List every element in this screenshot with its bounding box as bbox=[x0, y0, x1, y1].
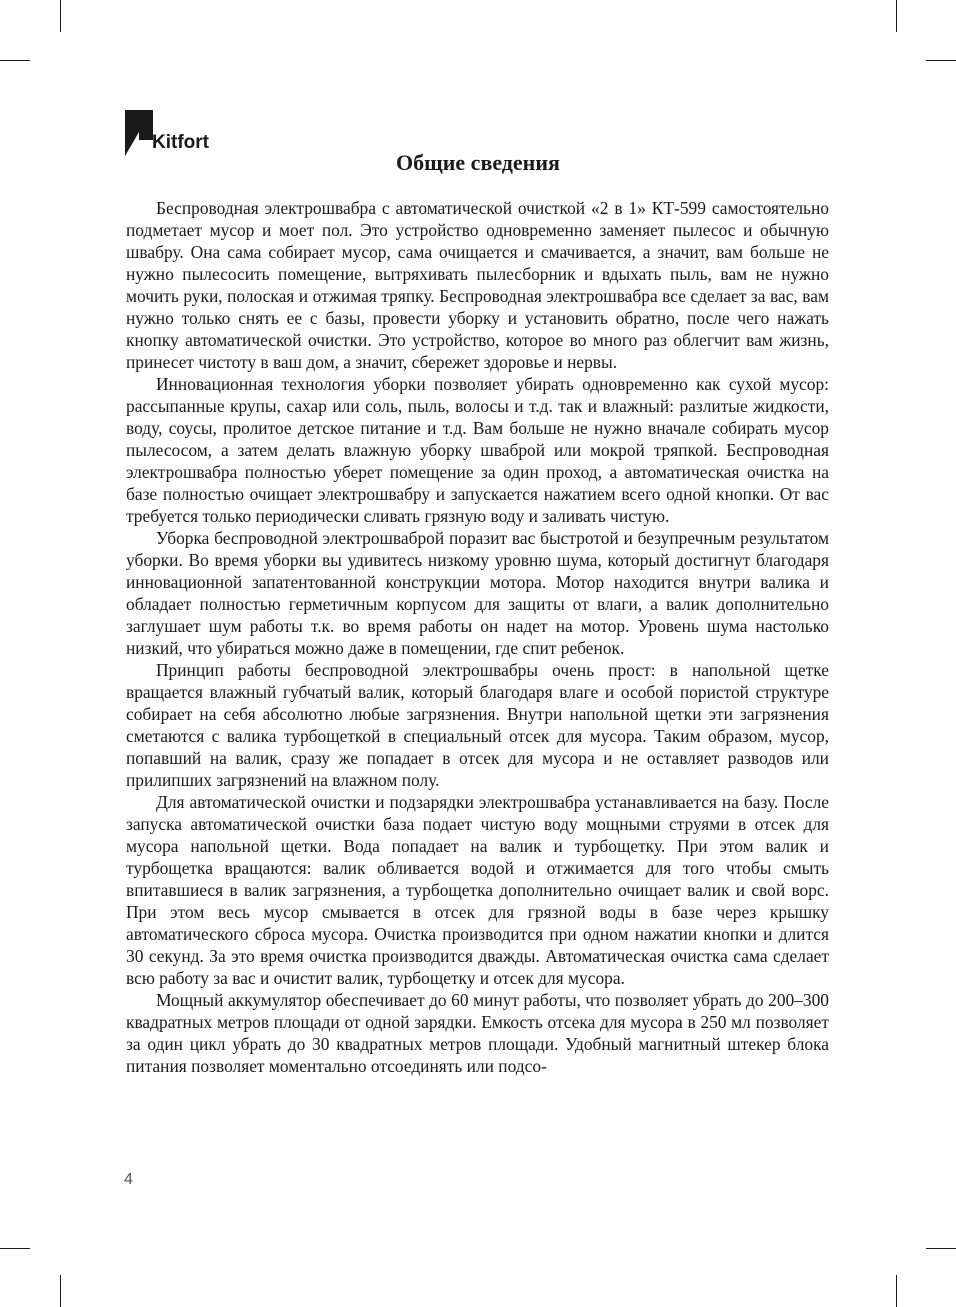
paragraph-2: Инновационная технология уборки позволяет убирать одновременно как сухой мусор: рассыпанные крупы, сахар или соль, пыль, волосы и т.д. так и влажный: разлитые жидкости, воду, соусы, пролитое детское питание и т.д. Вам больше не нужно вначале собирать мусор пылесосом, а затем делать влажную уборку шваброй или мокрой тряпкой. Беспроводная электрошвабра полностью уберет помещение за один проход, а автоматическая очистка на базе полностью очищает электрошвабру и запускается нажатием всего одной кнопки. От вас требуется только периодически сливать грязную воду и заливать чистую. bbox=[126, 374, 829, 526]
paragraph-3: Уборка беспроводной электрошваброй поразит вас быстротой и безупречным результатом уборки. Во время уборки вы удивитесь низкому уровню шума, который достигнут благодаря инновационной запатентованной конструкции мотора. Мотор находится внутри валика и обладает полностью герметичным корпусом для защиты от влаги, а валик дополнительно заглушает шум работы т.к. во время работы он надет на мотор. Уровень шума настолько низкий, что убираться можно даже в помещении, где спит ребенок. bbox=[126, 528, 829, 658]
crop-mark-top-left-vertical bbox=[60, 0, 61, 32]
crop-mark-bottom-left-horizontal bbox=[0, 1248, 30, 1249]
crop-mark-bottom-left-vertical bbox=[60, 1275, 61, 1307]
paragraph-6: Мощный аккумулятор обеспечивает до 60 минут работы, что позволяет убрать до 200–300 квадратных метров площади от одной зарядки. Емкость отсека для мусора в 250 мл позволяет за один цикл убрать до 30 квадратных метров площади. Удобный магнитный штекер блока питания позволяет моментально отсоединять или подсо- bbox=[126, 990, 829, 1076]
page-number: 4 bbox=[124, 1171, 133, 1188]
crop-mark-bottom-right-vertical bbox=[896, 1275, 897, 1307]
crop-mark-top-right-horizontal bbox=[926, 60, 956, 61]
paragraph-1: Беспроводная электрошвабра с автоматической очисткой «2 в 1» КТ-599 самостоятельно подметает мусор и моет пол. Это устройство одновременно заменяет пылесос и обычную швабру. Она сама собирает мусор, сама очищается и смачивается, а значит, вам больше не нужно пылесосить помещение, вытряхивать пылесборник и вдыхать пыль, вам не нужно мочить руки, полоская и отжимая тряпку. Беспроводная электрошвабра все сделает за вас, вам нужно только снять ее с базы, провести уборку и установить обратно, после чего нажать кнопку автоматической очистки. Это устройство, которое во много раз облегчит вам жизнь, принесет чистоту в ваш дом, а значит, сбережет здоровье и нервы. bbox=[126, 198, 829, 372]
crop-mark-top-left-horizontal bbox=[0, 60, 30, 61]
page-title: Общие сведения bbox=[396, 150, 560, 175]
paragraph-4: Принцип работы беспроводной электрошвабры очень прост: в напольной щетке вращается влажный губчатый валик, который благодаря влаге и особой пористой структуре собирает на себя абсолютно любые загрязнения. Внутри напольной щетки эти загрязнения сметаются с валика турбощеткой в специальный отсек для мусора. Таким образом, мусор, попавший на валик, сразу же попадает в отсек для мусора и не оставляет разводов или прилипших загрязнений на влажном полу. bbox=[126, 660, 829, 790]
body-text bbox=[126, 197, 829, 1077]
paragraph-5: Для автоматической очистки и подзарядки электрошвабра устанавливается на базу. После запуска автоматической очистки база подает чистую воду мощными струями в отсек для мусора напольной щетки. Вода попадает на валик и турбощетку. При этом валик и турбощетка вращаются: валик обливается водой и отжимается для того чтобы смыть впитавшиеся в валик загрязнения, а турбощетка дополнительно очищает валик и свой ворс. При этом весь мусор смывается в отсек для грязной воды в базе через крышку автоматического сброса мусора. Очистка производится при одном нажатии кнопки и длится 30 секунд. За это время очистка производится дважды. Автоматическая очистка сама сделает всю работу за вас и очистит валик, турбощетку и отсек для мусора. bbox=[126, 792, 829, 988]
crop-mark-bottom-right-horizontal bbox=[926, 1248, 956, 1249]
crop-mark-top-right-vertical bbox=[896, 0, 897, 32]
brand-name: Kitfort bbox=[152, 132, 209, 153]
